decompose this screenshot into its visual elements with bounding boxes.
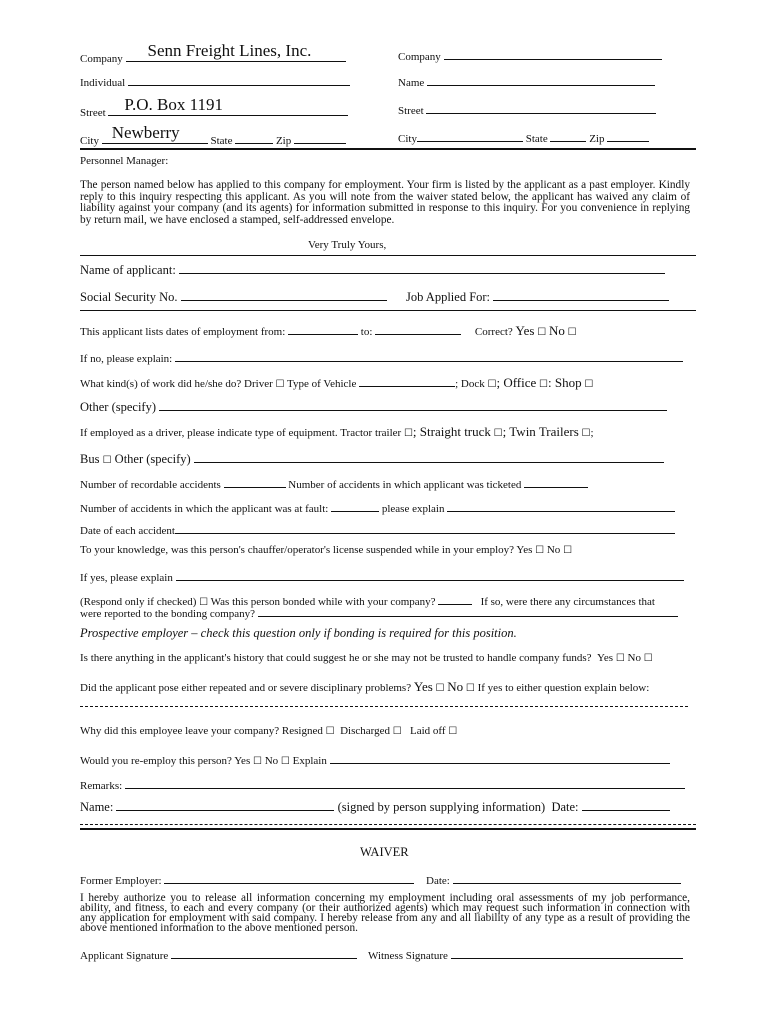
fault-field[interactable] [331, 499, 379, 512]
explain-label: Explain [292, 755, 327, 767]
fault-row [80, 499, 675, 515]
checkbox[interactable]: ☐ [537, 327, 547, 338]
bonded-respond-label: (Respond only if checked) [80, 596, 197, 608]
please-explain-label: please explain [381, 503, 445, 515]
left-company-field[interactable] [80, 41, 346, 65]
left-company-value: Senn Freight Lines, Inc. [147, 41, 312, 60]
if-so-label: If so, were there any circumstances that [480, 596, 655, 608]
shop-label: : Shop [548, 375, 582, 390]
job-applied-field[interactable] [406, 288, 669, 305]
twin-trailers-label: ; Twin Trailers [502, 424, 579, 439]
divider [80, 255, 696, 256]
date-label: Date: [551, 800, 579, 814]
disciplinary-label: Did the applicant pose either repeated and or severe disciplinary problems? [80, 682, 412, 694]
left-city-value: Newberry [111, 123, 180, 142]
reemploy-label: Would you re-employ this person? [80, 755, 232, 767]
right-company-label: Company [398, 51, 441, 63]
dock-label: ; Dock [455, 378, 485, 390]
checkbox[interactable]: ☐ [535, 545, 545, 556]
checkbox[interactable]: ☐ [465, 683, 475, 694]
if-yes-field[interactable] [80, 568, 684, 584]
former-employer-label: Former Employer: [80, 875, 162, 887]
ssn-label: Social Security No. [80, 290, 178, 304]
applicant-sig-label: Applicant Signature [80, 950, 169, 962]
checkbox[interactable]: ☐ [581, 428, 591, 439]
other-specify-label: Other (specify) [80, 400, 157, 414]
vehicle-field[interactable] [359, 374, 455, 387]
yes-label: Yes [413, 679, 433, 694]
greeting: Personnel Manager: [80, 155, 169, 167]
office-label: ; Office [496, 375, 537, 390]
recordable-label: Number of recordable accidents [80, 479, 221, 491]
bonded-line2: were reported to the bonding company? [80, 608, 256, 620]
no-label: No [264, 755, 279, 767]
other-specify-field[interactable] [80, 398, 667, 415]
right-city-field[interactable] [398, 129, 649, 145]
if-yes-label: If yes, please explain [80, 572, 173, 584]
waiver-date-field[interactable] [426, 871, 681, 887]
equipment-label: If employed as a driver, please indicate type of equipment. Tractor trailer [80, 427, 402, 439]
other2-field[interactable] [194, 450, 664, 463]
right-street-label: Street [398, 105, 424, 117]
waiver-title: WAIVER [360, 845, 409, 859]
ssn-field[interactable] [80, 288, 387, 305]
checkbox[interactable]: ☐ [539, 379, 548, 390]
checkbox[interactable]: ☐ [392, 726, 402, 737]
divider [80, 828, 696, 830]
left-individual-label: Individual [80, 77, 126, 89]
checkbox[interactable]: ☐ [615, 653, 625, 664]
to-date-field[interactable] [375, 322, 461, 335]
equipment-row: If employed as a driver, please indicate type of equipment. Tractor trailer ☐; Straight truck ☐; Twin Trailers ☐; [80, 424, 594, 439]
explanation-line[interactable] [80, 706, 688, 707]
reemploy-explain-field[interactable] [330, 751, 670, 764]
intro-paragraph: The person named below has applied to this company for employment. Your firm is listed by the applicant as a past employer. Kindly reply to this inquiry respecting this applicant. As you will note from the waiver stated below, the applicant has waived any claim of liability against your company (and its agents) for information submitted in response to this inquiry. For you convenience in replying by return mail, we have enclosed a stamped, self-addressed envelope. [80, 179, 690, 226]
explain-no-field[interactable] [80, 349, 683, 365]
bonded-question: Was this person bonded while with your company? [210, 596, 436, 608]
former-employer-field[interactable] [80, 871, 414, 887]
witness-sig-label: Witness Signature [368, 950, 448, 962]
signed-label: (signed by person supplying information) [337, 800, 546, 814]
left-street-field[interactable] [80, 95, 348, 119]
checkbox[interactable]: ☐ [448, 726, 458, 737]
work-kind-row [80, 374, 593, 391]
yes-label: Yes [597, 652, 614, 664]
vehicle-label: Type of Vehicle [287, 378, 357, 390]
employment-dates-row [80, 322, 577, 339]
right-name-label: Name [398, 77, 425, 89]
divider [80, 310, 696, 311]
left-city-field[interactable] [80, 123, 346, 147]
discharged-label: Discharged [340, 725, 390, 737]
yes-label: Yes [234, 755, 251, 767]
no-label: No [627, 652, 641, 664]
leave-row [80, 725, 457, 737]
waiver-paragraph: I hereby authorize you to release all information concerning my employment including oral assessments of my job performance, ability, and fitness, to each and every company (or their authorized agents) which may request such information in connection with any application for employment with said company. I hereby release from any and all liability of any type as a result of providing the above mentioned information to the above mentioned person. [80, 892, 690, 934]
checkbox[interactable]: ☐ [567, 327, 577, 338]
right-name-field[interactable] [398, 73, 655, 89]
license-row [80, 544, 572, 556]
trust-label: Is there anything in the applicant's history that could suggest he or she may not be trusted to handle company funds? [80, 652, 592, 664]
checkbox[interactable]: ☐ [199, 597, 209, 608]
signer-name-field[interactable] [116, 798, 334, 811]
checkbox[interactable]: ☐ [493, 428, 503, 439]
accidents-row [80, 475, 588, 491]
no-label: No [447, 679, 464, 694]
left-individual-field[interactable] [80, 73, 350, 89]
checkbox[interactable]: ☐ [252, 756, 262, 767]
date-each-field[interactable] [80, 521, 675, 537]
from-date-field[interactable] [288, 322, 358, 335]
no-label: No [546, 544, 561, 556]
no-label: No [548, 323, 565, 338]
bonded-field[interactable] [438, 592, 472, 605]
remarks-label: Remarks: [80, 780, 123, 792]
right-zip-label: Zip [589, 133, 605, 145]
fault-label: Number of accidents in which the applicant was at fault: [80, 503, 329, 515]
ticketed-label: Number of accidents in which applicant was ticketed [288, 479, 522, 491]
waiver-date-label: Date: [426, 875, 450, 887]
left-zip-label: Zip [275, 135, 292, 147]
right-city-label: City [398, 133, 417, 145]
recordable-field[interactable] [224, 475, 286, 488]
checkbox[interactable]: ☐ [584, 379, 594, 390]
explain-no-label: If no, please explain: [80, 353, 173, 365]
checkbox[interactable]: ☐ [280, 756, 290, 767]
laidoff-label: Laid off [409, 725, 446, 737]
applicant-signature-field[interactable] [80, 946, 357, 962]
left-state-label: State [210, 135, 233, 147]
yes-label: Yes [515, 323, 535, 338]
signer-date-field[interactable] [582, 798, 670, 811]
witness-signature-field[interactable] [368, 946, 683, 962]
trust-row [80, 652, 653, 664]
right-street-field[interactable] [398, 101, 656, 117]
right-state-label: State [525, 133, 548, 145]
work-kind-label: What kind(s) of work did he/she do? [80, 378, 242, 390]
job-applied-label: Job Applied For: [406, 290, 491, 304]
ticketed-field[interactable] [524, 475, 588, 488]
if-yes-either-label: If yes to either question explain below: [477, 682, 650, 694]
fault-explain-field[interactable] [447, 499, 675, 512]
left-street-label: Street [80, 107, 106, 119]
to-label: to: [360, 326, 373, 338]
bonded-explain-field[interactable] [258, 608, 678, 617]
left-street-value: P.O. Box 1191 [124, 95, 223, 114]
yes-label: Yes [516, 544, 533, 556]
dates-label: This applicant lists dates of employment from: [80, 326, 286, 338]
prospective-note: Prospective employer – check this question only if bonding is required for this position. [80, 626, 517, 640]
checkbox[interactable]: ☐ [403, 428, 413, 439]
divider [80, 148, 696, 150]
remarks-field[interactable] [80, 776, 685, 792]
leave-label: Why did this employee leave your company? [80, 725, 280, 737]
left-company-label: Company [80, 53, 123, 65]
correct-label: Correct? [474, 326, 513, 338]
closing: Very Truly Yours, [308, 239, 387, 251]
resigned-label: Resigned [281, 725, 323, 737]
bus-row [80, 450, 664, 467]
checkbox[interactable]: ☐ [435, 683, 445, 694]
checkbox[interactable]: ☐ [487, 379, 497, 390]
checkbox[interactable]: ☐ [102, 455, 112, 466]
checkbox[interactable]: ☐ [325, 726, 335, 737]
date-each-label: Date of each accident [80, 525, 175, 537]
reemploy-row [80, 751, 670, 767]
bus-label: Bus [80, 452, 100, 466]
divider [80, 824, 696, 825]
driver-label: Driver [244, 378, 273, 390]
applicant-name-label: Name of applicant: [80, 263, 176, 277]
signer-name-label: Name: [80, 800, 114, 814]
license-label: To your knowledge, was this person's chauffer/operator's license suspended while in your employ? [80, 544, 515, 556]
straight-truck-label: ; Straight truck [412, 424, 491, 439]
checkbox[interactable]: ☐ [563, 545, 573, 556]
left-city-label: City [80, 135, 99, 147]
bonded-row [80, 592, 678, 620]
signer-row [80, 798, 670, 815]
applicant-name-field[interactable] [80, 261, 665, 278]
right-company-field[interactable] [398, 47, 662, 63]
checkbox[interactable]: ☐ [643, 653, 653, 664]
checkbox[interactable]: ☐ [275, 379, 285, 390]
disciplinary-row [80, 679, 649, 695]
other2-label: Other (specify) [114, 452, 191, 466]
